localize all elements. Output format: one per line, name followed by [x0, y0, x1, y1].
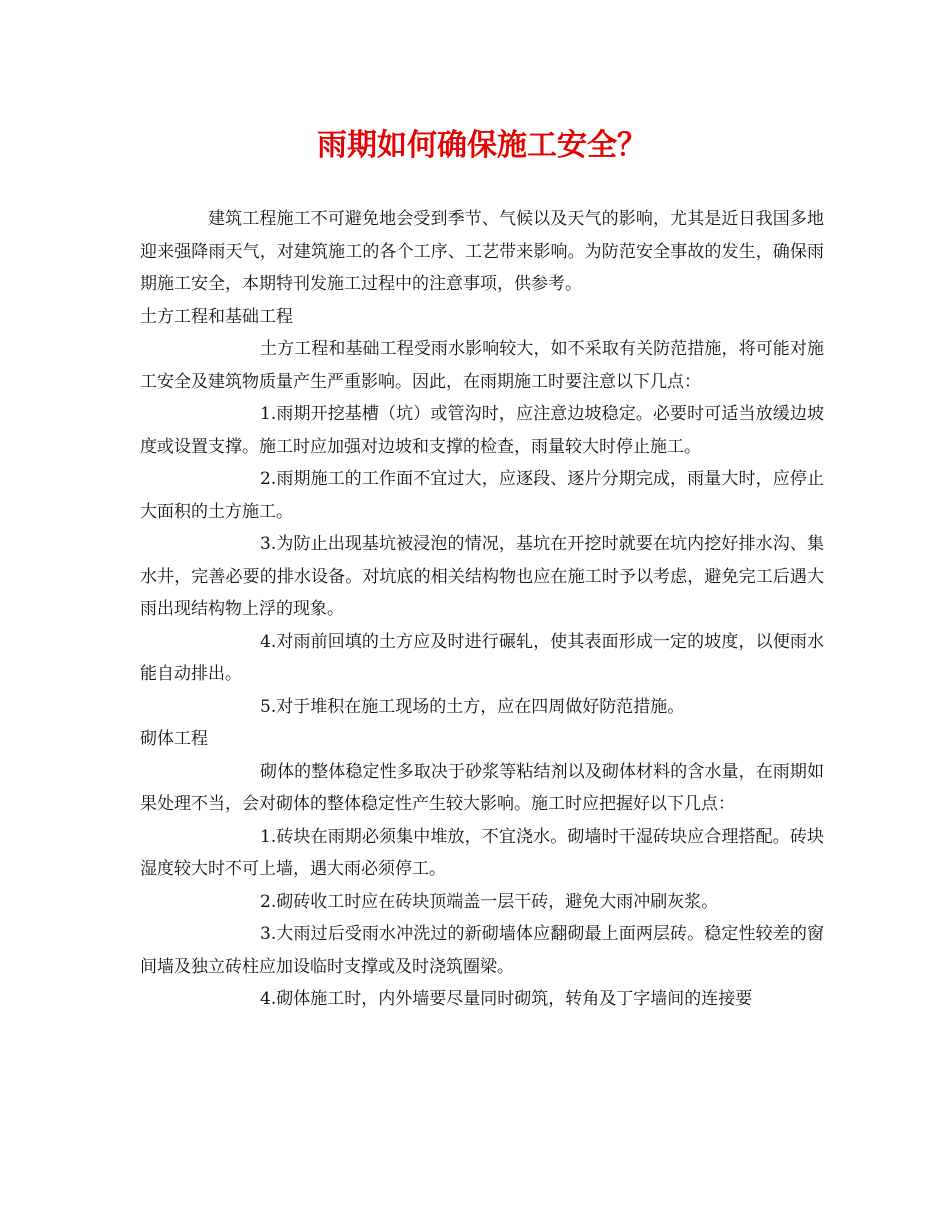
masonry-paragraph-3: 3.大雨过后受雨水冲洗过的新砌墙体应翻砌最上面两层砖。稳定性较差的窗间墙及独立砖柱应加设临时支撑或及时浇筑圈梁。	[140, 924, 824, 977]
masonry-paragraph-2: 2.砌砖收工时应在砖块顶端盖一层干砖，避免大雨冲刷灰浆。	[260, 891, 719, 912]
masonry-paragraph-4: 4.砌体施工时，内外墙要尽量同时砌筑，转角及丁字墙间的连接要	[260, 989, 753, 1009]
document-body	[140, 203, 824, 1016]
earthwork-paragraph-4: 4.对雨前回填的土方应及时进行碾轧，使其表面形成一定的坡度，以便雨水能自动排出。	[140, 631, 824, 684]
earthwork-paragraph-3: 3.为防止出现基坑被浸泡的情况，基坑在开挖时就要在坑内挖好排水沟、集水井，完善必要的排水设备。对坑底的相关结构物也应在施工时予以考虑，避免完工后遇大雨出现结构物上浮的现象。	[140, 534, 824, 619]
earthwork-paragraph-2: 2.雨期施工的工作面不宜过大，应逐段、逐片分期完成，雨量大时，应停止大面积的土方施工。	[140, 469, 824, 522]
earthwork-paragraph-intro: 土方工程和基础工程受雨水影响较大，如不采取有关防范措施，将可能对施工安全及建筑物质量产生严重影响。因此，在雨期施工时要注意以下几点：	[140, 339, 824, 392]
masonry-paragraph-1: 1.砖块在雨期必须集中堆放，不宜浇水。砌墙时干湿砖块应合理搭配。砖块湿度较大时不可上墙，遇大雨必须停工。	[140, 826, 824, 879]
intro-paragraph: 建筑工程施工不可避免地会受到季节、气候以及天气的影响，尤其是近日我国多地迎来强降雨天气，对建筑施工的各个工序、工艺带来影响。为防范安全事故的发生，确保雨期施工安全，本期特刊发施工过程中的注意事项，供参考。	[140, 209, 824, 294]
section-heading-earthwork: 土方工程和基础工程	[140, 306, 293, 327]
masonry-paragraph-intro: 砌体的整体稳定性多取决于砂浆等粘结剂以及砌体材料的含水量，在雨期如果处理不当，会对砌体的整体稳定性产生较大影响。施工时应把握好以下几点：	[140, 761, 824, 814]
document-title: 雨期如何确保施工安全？	[317, 128, 647, 163]
section-heading-masonry: 砌体工程	[140, 729, 208, 749]
earthwork-paragraph-5: 5.对于堆积在施工现场的土方，应在四周做好防范措施。	[260, 696, 685, 717]
earthwork-paragraph-1: 1.雨期开挖基槽（坑）或管沟时，应注意边坡稳定。必要时可适当放缓边坡度或设置支撑。施工时应加强对边坡和支撑的检查，雨量较大时停止施工。	[140, 404, 824, 457]
